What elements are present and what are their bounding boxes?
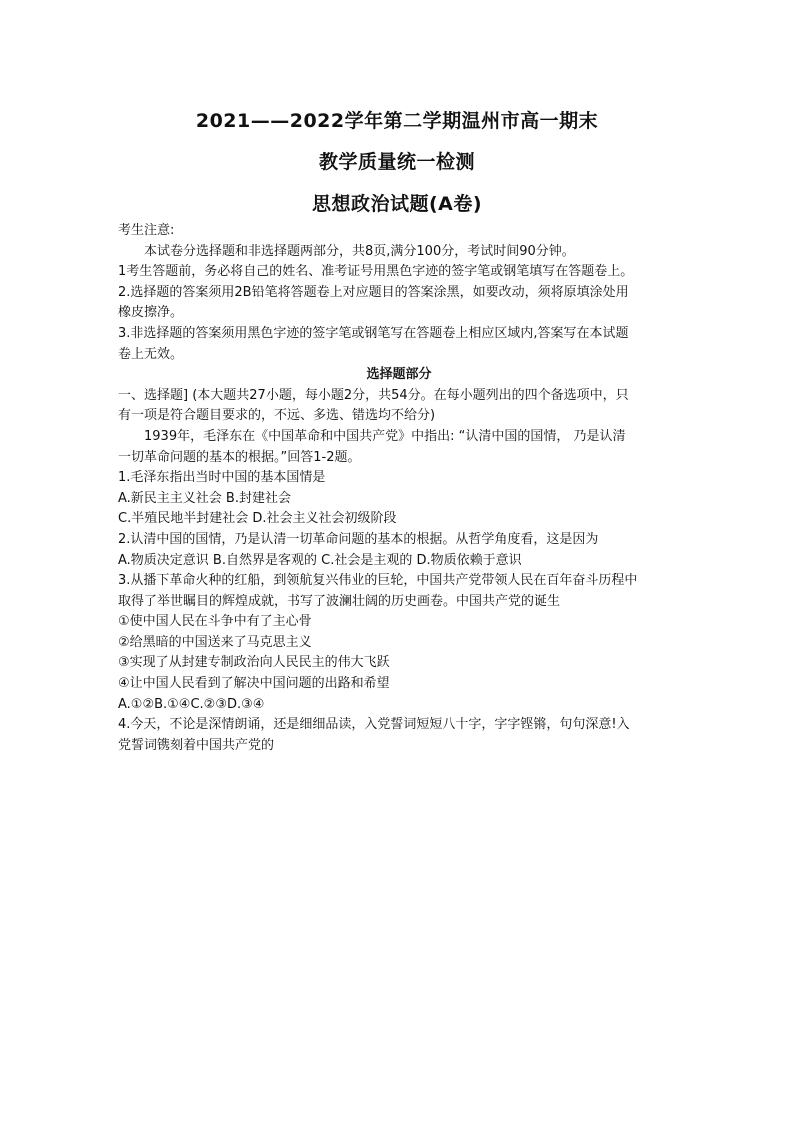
question-2: 2.认清中国的国情，乃是认清一切革命问题的基本的根据。从哲学角度看，这是因为: [118, 531, 599, 547]
section-title: 选择题部分: [366, 367, 432, 383]
exam-title-line3: 思想政治试题(A卷): [311, 193, 483, 215]
question-4a: 4.今天，不论是深情朗诵，还是细细品读，入党誓词短短八十字，字字铿锵，句句深意!入: [118, 717, 630, 733]
notice-item-1: 1考生答题前，务必将自己的姓名、准考证号用黑色字迹的签字笔或钢笔填写在答题卷上。: [118, 264, 634, 280]
exam-body: [118, 221, 680, 756]
question-3-statement-1: ①使中国人民在斗争中有了主心骨: [118, 614, 312, 630]
notice-item-2b: 橡皮擦净。: [118, 305, 184, 321]
section-instruction-a: 一、选择题] (本大题共27小题，每小题2分，共54分。在每小题列出的四个备选项中，只: [118, 387, 629, 403]
question-1: 1.毛泽东指出当时中国的基本国情是: [118, 470, 326, 486]
section-instruction-b: 有一项是符合题目要求的，不远、多选、错选均不给分): [118, 408, 436, 424]
question-3b: 取得了举世瞩目的辉煌成就，书写了波澜壮阔的历史画卷。中国共产党的诞生: [118, 593, 561, 609]
question-3-options: A.①②B.①④C.②③D.③④: [118, 696, 265, 712]
exam-title-line1: 2021——2022学年第二学期温州市高一期末: [195, 110, 599, 132]
question-3-statement-2: ②给黑暗的中国送来了马克思主义: [118, 634, 312, 650]
material-b: 一切革命问题的基本的根据。”回答1-2题。: [118, 449, 361, 465]
notice-item-3a: 3.非选择题的答案须用黑色字迹的签字笔或钢笔写在答题卷上相应区域内,答案写在本试题: [118, 325, 629, 341]
question-4b: 党誓词镌刻着中国共产党的: [118, 737, 275, 753]
material-a: 1939年，毛泽东在《中国革命和中国共产党》中指出: “认清中国的国情， 乃是认清: [144, 428, 626, 444]
notice-item-2a: 2.选择题的答案须用2B铅笔将答题卷上对应题目的答案涂黑，如要改动，须将原填涂处用: [118, 284, 629, 300]
exam-title-line2: 教学质量统一检测: [318, 151, 475, 173]
question-3-statement-4: ④让中国人民看到了解决中国问题的出路和希望: [118, 676, 390, 692]
notice-item-3b: 卷上无效。: [118, 346, 184, 362]
notice-intro: 本试卷分选择题和非选择题两部分，共8页,满分100分，考试时间90分钟。: [144, 243, 575, 259]
notice-heading: 考生注意:: [118, 223, 175, 238]
question-1-options-cd: C.半殖民地半封建社会 D.社会主义社会初级阶段: [118, 511, 397, 527]
question-1-options-ab: A.新民主主义社会 B.封建社会: [118, 490, 291, 506]
question-3a: 3.从播下革命火种的红船，到领航复兴伟业的巨轮，中国共产党带领人民在百年奋斗历程中: [118, 573, 638, 589]
question-2-options: A.物质决定意识 B.自然界是客观的 C.社会是主观的 D.物质依赖于意识: [118, 552, 522, 568]
question-3-statement-3: ③实现了从封建专制政治向人民民主的伟大飞跃: [118, 655, 390, 671]
